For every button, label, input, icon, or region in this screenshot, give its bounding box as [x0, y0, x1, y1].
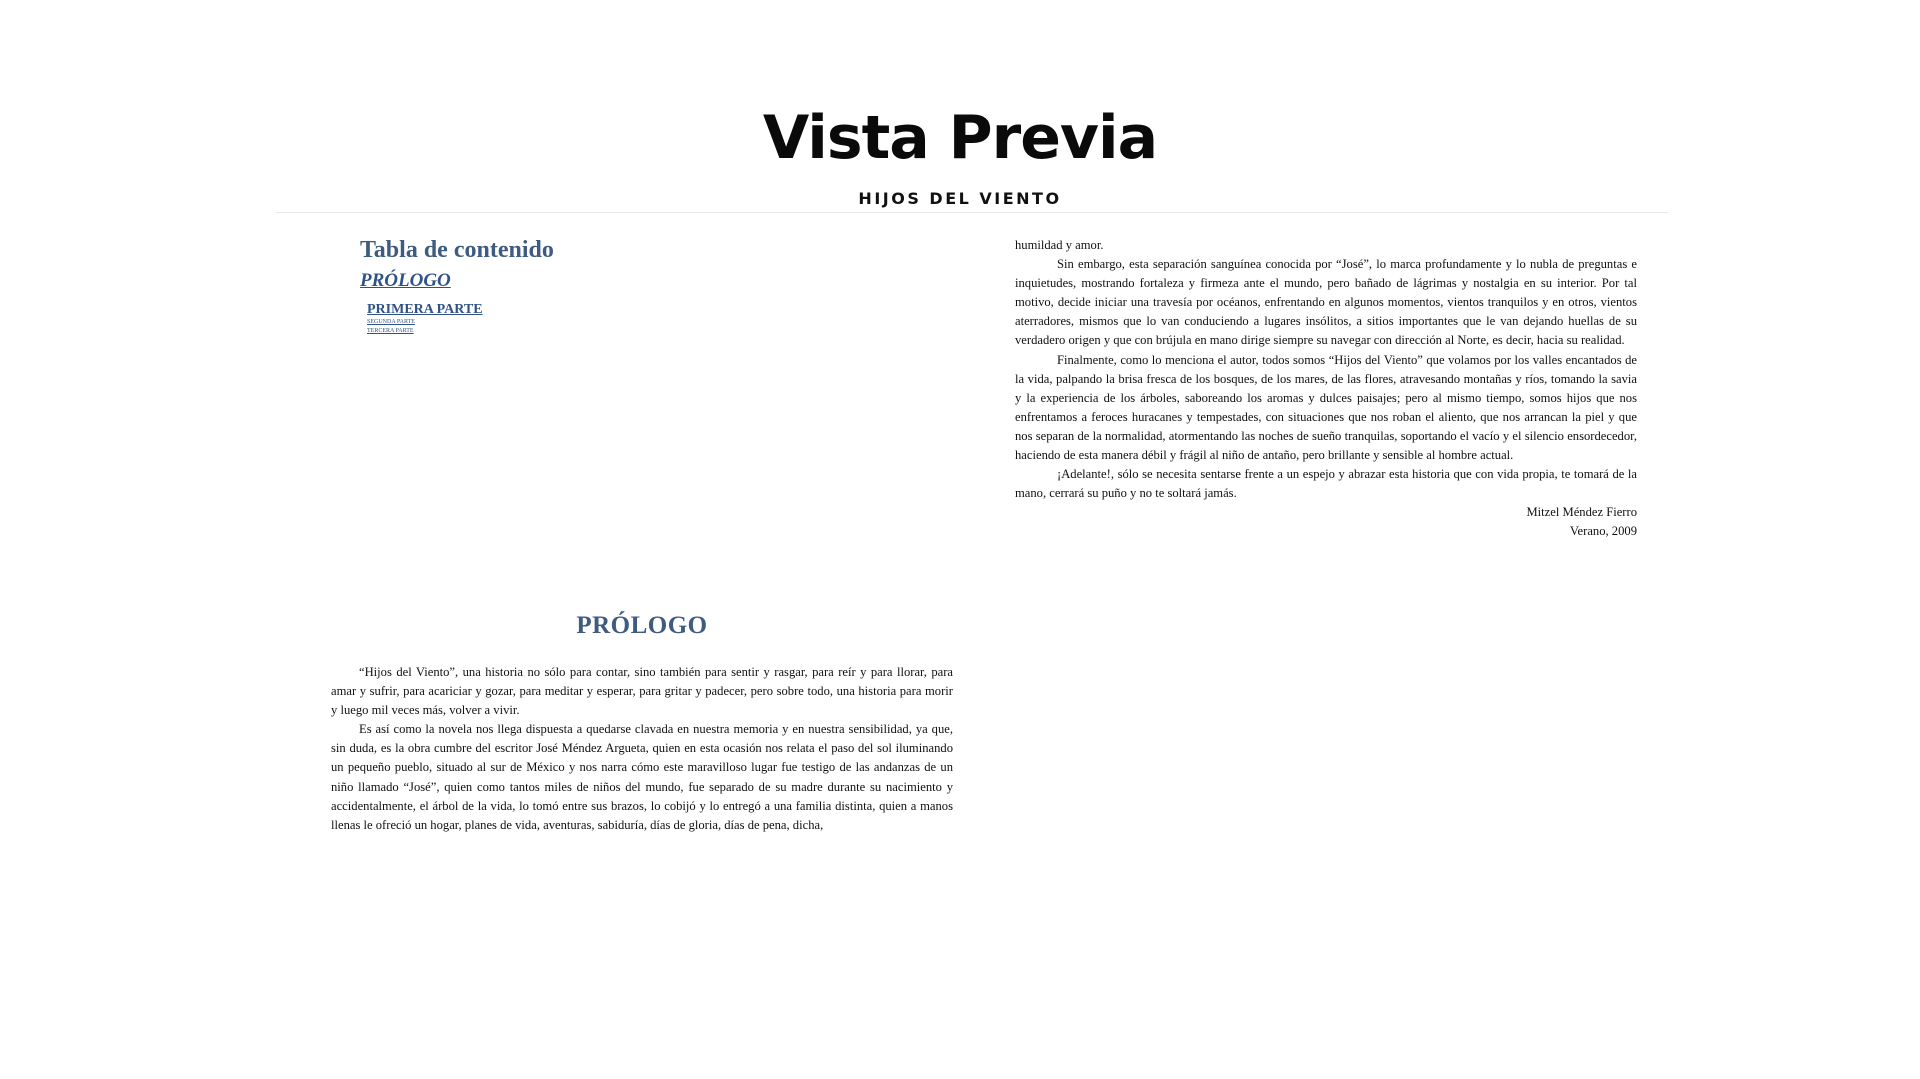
- toc-link-tercera-parte[interactable]: TERCERA PARTE: [367, 328, 414, 334]
- header-divider: [276, 212, 1668, 213]
- toc-link-primera-parte[interactable]: PRIMERA PARTE: [367, 302, 483, 317]
- table-of-contents: [360, 234, 920, 336]
- prologue-column-left: [331, 663, 953, 835]
- toc-link-prologo[interactable]: PRÓLOGO: [360, 270, 451, 291]
- prologue-column-right: [1015, 236, 1637, 542]
- page-title: Vista Previa: [762, 103, 1158, 173]
- toc-heading: Tabla de contenido: [360, 237, 554, 263]
- prologue-paragraph: Finalmente, como lo menciona el autor, todos somos “Hijos del Viento” que volamos por los valles encantados de la vida, palpando la brisa fresca de los bosques, de los mares, de las flores, atravesando montañas y ríos, tomando la savia y la experiencia de los árboles, saboreando los aromas y dulces paisajes; pero al mismo tiempo, somos hijos que nos enfrentamos a feroces huracanes y tempestades, con situaciones que nos roban el aliento, que nos arrancan la piel y que nos separan de la normalidad, atormentando las noches de sueño tranquilas, soportando el vacío y el silencio ensordecedor, haciendo de esta manera débil y frágil al niño de antaño, pero brillante y sensible al hombre actual.: [1015, 352, 1637, 463]
- toc-link-segunda-parte[interactable]: SEGUNDA PARTE: [367, 319, 415, 325]
- page-subtitle: HIJOS DEL VIENTO: [858, 189, 1062, 208]
- prologue-paragraph: ¡Adelante!, sólo se necesita sentarse frente a un espejo y abrazar esta historia que con vida propia, te tomará de la mano, cerrará su puño y no te soltará jamás.: [1015, 467, 1637, 501]
- signature-name: Mitzel Méndez Fierro: [1526, 505, 1637, 520]
- prologue-paragraph: “Hijos del Viento”, una historia no sólo para contar, sino también para sentir y rasgar, para reír y para llorar, para amar y sufrir, para acariciar y gozar, para meditar y esperar, para gritar y padecer, pero sobre todo, una historia para morir y luego mil veces más, volver a vivir.: [331, 665, 953, 718]
- signature-date: Verano, 2009: [1569, 524, 1637, 539]
- prologue-paragraph: Sin embargo, esta separación sanguínea conocida por “José”, lo marca profundamente y lo nubla de preguntas e inquietudes, mostrando fortaleza y firmeza ante el mundo, pero bañado de lágrimas y nostalgia en su interior. Por tal motivo, decide iniciar una travesía por océanos, enfrentando en algunos momentos, vientos tranquilos y en otros, vientos aterradores, mismos que lo van conduciendo a lugares insólitos, a sitios importantes que le van dejando huellas de su verdadero origen y que con brújula en mano dirige siempre su navegar con dirección al Norte, es decir, hacia su realidad.: [1015, 257, 1637, 348]
- prologue-paragraph: humildad y amor.: [1015, 238, 1104, 252]
- prologue-heading: PRÓLOGO: [576, 612, 708, 639]
- prologue-paragraph: Es así como la novela nos llega dispuesta a quedarse clavada en nuestra memoria y en nuestra sensibilidad, ya que, sin duda, es la obra cumbre del escritor José Méndez Argueta, quien en esta ocasión nos relata el paso del sol iluminando un pequeño pueblo, situado al sur de México y nos narra cómo este maravilloso lugar fue testigo de las andanzas de un niño llamado “José”, quien como tantos miles de niños del mundo, fue separado de su madre durante su nacimiento y accidentalmente, el árbol de la vida, lo tomó entre sus brazos, lo cobijó y lo entregó a una familia distinta, quien a manos llenas le ofreció un hogar, planes de vida, aventuras, sabiduría, días de gloria, días de pena, dicha,: [331, 722, 953, 832]
